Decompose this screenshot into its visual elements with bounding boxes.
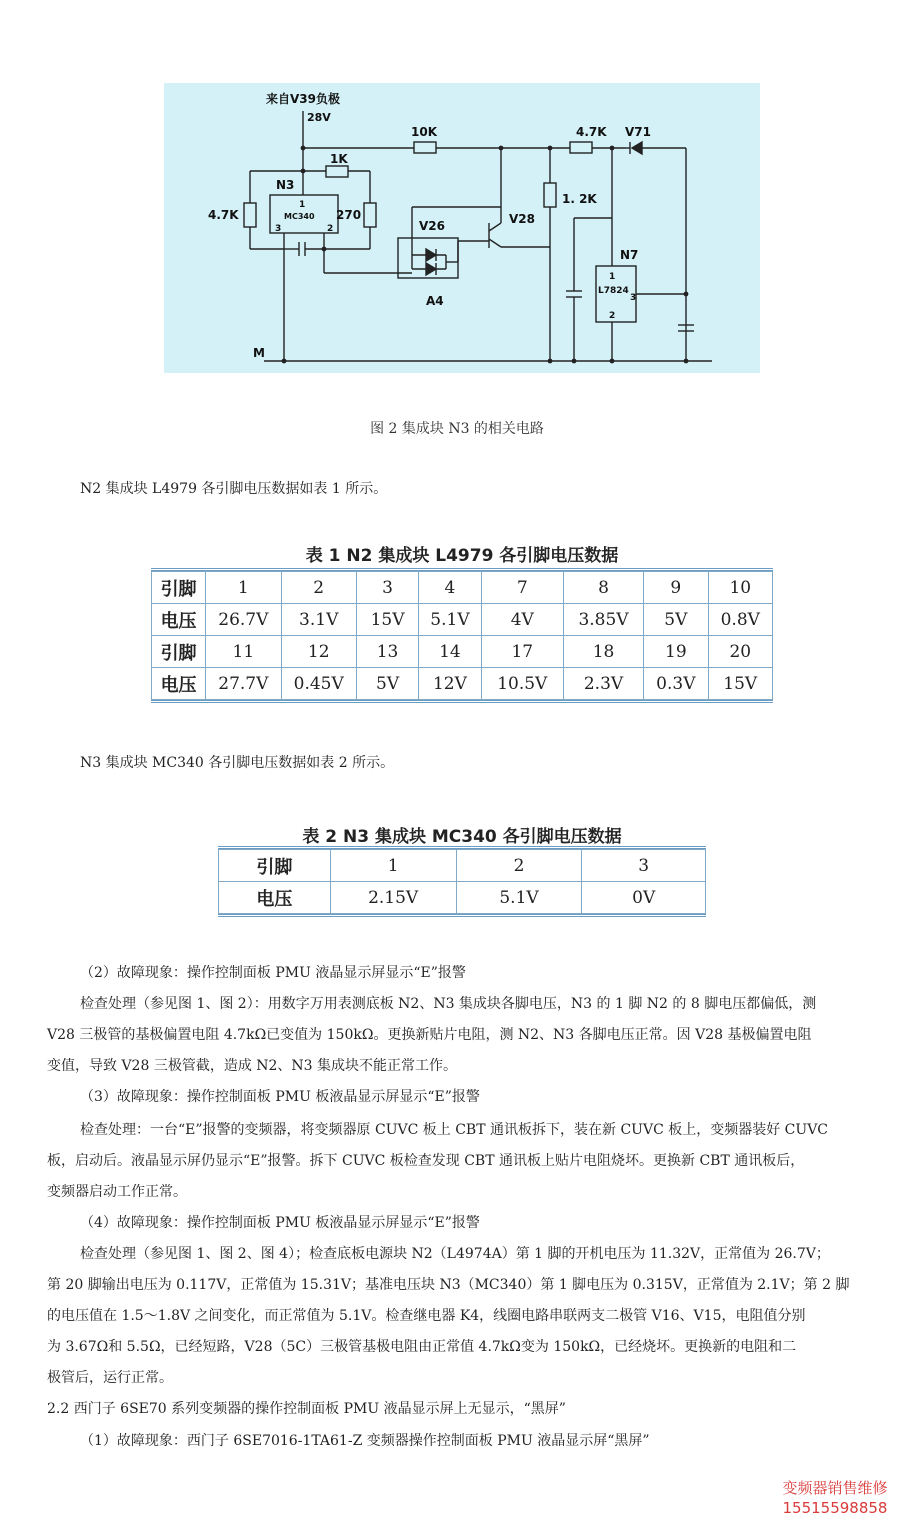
label-1-2k: 1. 2K	[562, 192, 597, 206]
table-cell: 5.1V	[456, 882, 582, 914]
body-line-1: （2）故障现象：操作控制面板 PMU 液晶显示屏显示“E”报警	[80, 965, 466, 981]
table-cell: 26.7V	[206, 604, 281, 636]
label-n3-pin3: 3	[275, 224, 282, 234]
label-n7-pin2: 2	[609, 311, 616, 321]
table-row	[219, 882, 706, 914]
table-cell: 5V	[644, 604, 708, 636]
table1-title: 表 1 N2 集成块 L4979 各引脚电压数据	[305, 546, 619, 566]
table-cell: 17	[481, 636, 563, 668]
table-cell: 11	[206, 636, 281, 668]
body-line-4: 变值，导致 V28 三极管截，造成 N2、N3 集成块不能正常工作。	[47, 1058, 458, 1074]
table2	[218, 846, 706, 917]
table-cell: 5.1V	[419, 604, 481, 636]
table-cell: 2	[281, 572, 356, 604]
circuit-schematic	[164, 83, 760, 373]
paragraph-table2-intro: N3 集成块 MC340 各引脚电压数据如表 2 所示。	[80, 755, 395, 771]
label-source: 来自V39负极	[266, 92, 340, 106]
label-10k: 10K	[411, 125, 437, 139]
table-cell: 14	[419, 636, 481, 668]
table-row	[219, 850, 706, 882]
table-cell: 10	[708, 572, 772, 604]
table-cell: 15V	[708, 668, 772, 700]
table-cell: 10.5V	[481, 668, 563, 700]
table-row	[152, 572, 773, 604]
body-line-3: V28 三极管的基极偏置电阻 4.7kΩ已变值为 150kΩ。更换新贴片电阻，测 N2、N3 各脚电压正常。因 V28 基极偏置电阻	[47, 1027, 812, 1043]
body-line-6: 检查处理：一台“E”报警的变频器，将变频器原 CUVC 板上 CBT 通讯板拆下，装在新 CUVC 板上，变频器装好 CUVC	[80, 1122, 829, 1138]
table-cell: 2.3V	[563, 668, 643, 700]
label-m: M	[253, 346, 265, 360]
table-cell: 3	[356, 572, 418, 604]
label-28v: 28V	[307, 111, 331, 124]
section-heading-2-2: 2.2 西门子 6SE70 系列变频器的操作控制面板 PMU 液晶显示屏上无显示，“黑屏”	[47, 1401, 566, 1417]
body-line-12: 的电压值在 1.5～1.8V 之间变化，而正常值为 5.1V。检查继电器 K4，线圈电路串联两支二极管 V16、V15，电阻值分别	[47, 1308, 806, 1324]
table-cell: 15V	[356, 604, 418, 636]
body-line-14: 极管后，运行正常。	[47, 1370, 173, 1386]
table-cell: 12	[281, 636, 356, 668]
table-cell: 19	[644, 636, 708, 668]
paragraph-table1-intro: N2 集成块 L4979 各引脚电压数据如表 1 所示。	[80, 481, 388, 497]
table-row-header: 电压	[152, 604, 206, 636]
table-row-header: 引脚	[152, 636, 206, 668]
table-cell: 0.8V	[708, 604, 772, 636]
table-cell: 0.3V	[644, 668, 708, 700]
table-row-header: 电压	[219, 882, 331, 914]
table-cell: 27.7V	[206, 668, 281, 700]
label-n7: N7	[620, 248, 639, 262]
label-n7-pin1: 1	[609, 272, 616, 282]
table-cell: 2.15V	[330, 882, 456, 914]
table-row-header: 引脚	[152, 572, 206, 604]
body-line-9: （4）故障现象：操作控制面板 PMU 板液晶显示屏显示“E”报警	[80, 1215, 480, 1231]
table2-grid	[218, 849, 706, 914]
label-4-7k-left: 4.7K	[208, 208, 239, 222]
table-cell: 18	[563, 636, 643, 668]
table-cell: 1	[330, 850, 456, 882]
table2-title: 表 2 N3 集成块 MC340 各引脚电压数据	[302, 827, 622, 847]
table-cell: 4	[419, 572, 481, 604]
table-cell: 0.45V	[281, 668, 356, 700]
table1	[151, 568, 773, 703]
label-a4: A4	[426, 294, 444, 308]
body-line-11: 第 20 脚输出电压为 0.117V，正常值为 15.31V；基准电压块 N3（MC340）第 1 脚电压为 0.315V，正常值为 2.1V；第 2 脚	[47, 1277, 850, 1293]
label-v28: V28	[509, 212, 535, 226]
label-270: 270	[336, 208, 362, 222]
table-cell: 5V	[356, 668, 418, 700]
label-n3-pin1: 1	[299, 200, 306, 210]
watermark	[760, 1478, 910, 1518]
table-cell: 4V	[481, 604, 563, 636]
label-n7-pin3: 3	[630, 293, 637, 303]
watermark-phone: 15515598858	[782, 1499, 888, 1517]
label-v26: V26	[419, 219, 445, 233]
label-4-7k-top: 4.7K	[576, 125, 607, 139]
body-line-5: （3）故障现象：操作控制面板 PMU 板液晶显示屏显示“E”报警	[80, 1089, 480, 1105]
label-mc340: MC340	[284, 212, 315, 221]
table-cell: 13	[356, 636, 418, 668]
body-line-7: 板，启动后。液晶显示屏仍显示“E”报警。拆下 CUVC 板检查发现 CBT 通讯板上贴片电阻烧坏。更换新 CBT 通讯板后，	[47, 1153, 805, 1169]
table-row	[152, 668, 773, 700]
table-cell: 3.85V	[563, 604, 643, 636]
table-cell: 3.1V	[281, 604, 356, 636]
body-line-13: 为 3.67Ω和 5.5Ω，已经短路，V28（5C）三极管基极电阻由正常值 4.7kΩ变为 150kΩ，已经烧坏。更换新的电阻和二	[47, 1339, 797, 1355]
label-l7824: L7824	[598, 286, 629, 296]
table1-grid	[151, 571, 773, 700]
table-cell: 3	[582, 850, 706, 882]
body-line-16: （1）故障现象：西门子 6SE7016-1TA61-Z 变频器操作控制面板 PMU 液晶显示屏“黑屏”	[80, 1433, 650, 1449]
table-row	[152, 636, 773, 668]
table-row-header: 电压	[152, 668, 206, 700]
watermark-line1: 变频器销售维修	[782, 1479, 888, 1497]
table-row-header: 引脚	[219, 850, 331, 882]
body-line-8: 变频器启动工作正常。	[47, 1184, 187, 1200]
body-line-2: 检查处理（参见图 1、图 2）：用数字万用表测底板 N2、N3 集成块各脚电压，N3 的 1 脚 N2 的 8 脚电压都偏低，测	[80, 996, 817, 1012]
table-cell: 9	[644, 572, 708, 604]
table-cell: 20	[708, 636, 772, 668]
table-row	[152, 604, 773, 636]
table-cell: 8	[563, 572, 643, 604]
label-n3: N3	[276, 178, 295, 192]
label-1k: 1K	[330, 152, 348, 166]
label-v71: V71	[625, 125, 651, 139]
table-cell: 7	[481, 572, 563, 604]
label-n3-pin2: 2	[327, 224, 334, 234]
table-cell: 1	[206, 572, 281, 604]
table-cell: 2	[456, 850, 582, 882]
table-cell: 12V	[419, 668, 481, 700]
circuit-figure	[164, 83, 760, 373]
table-cell: 0V	[582, 882, 706, 914]
figure-caption: 图 2 集成块 N3 的相关电路	[370, 421, 544, 437]
body-line-10: 检查处理（参见图 1、图 2、图 4）；检查底板电源块 N2（L4974A）第 1 脚的开机电压为 11.32V，正常值为 26.7V；	[80, 1246, 830, 1262]
